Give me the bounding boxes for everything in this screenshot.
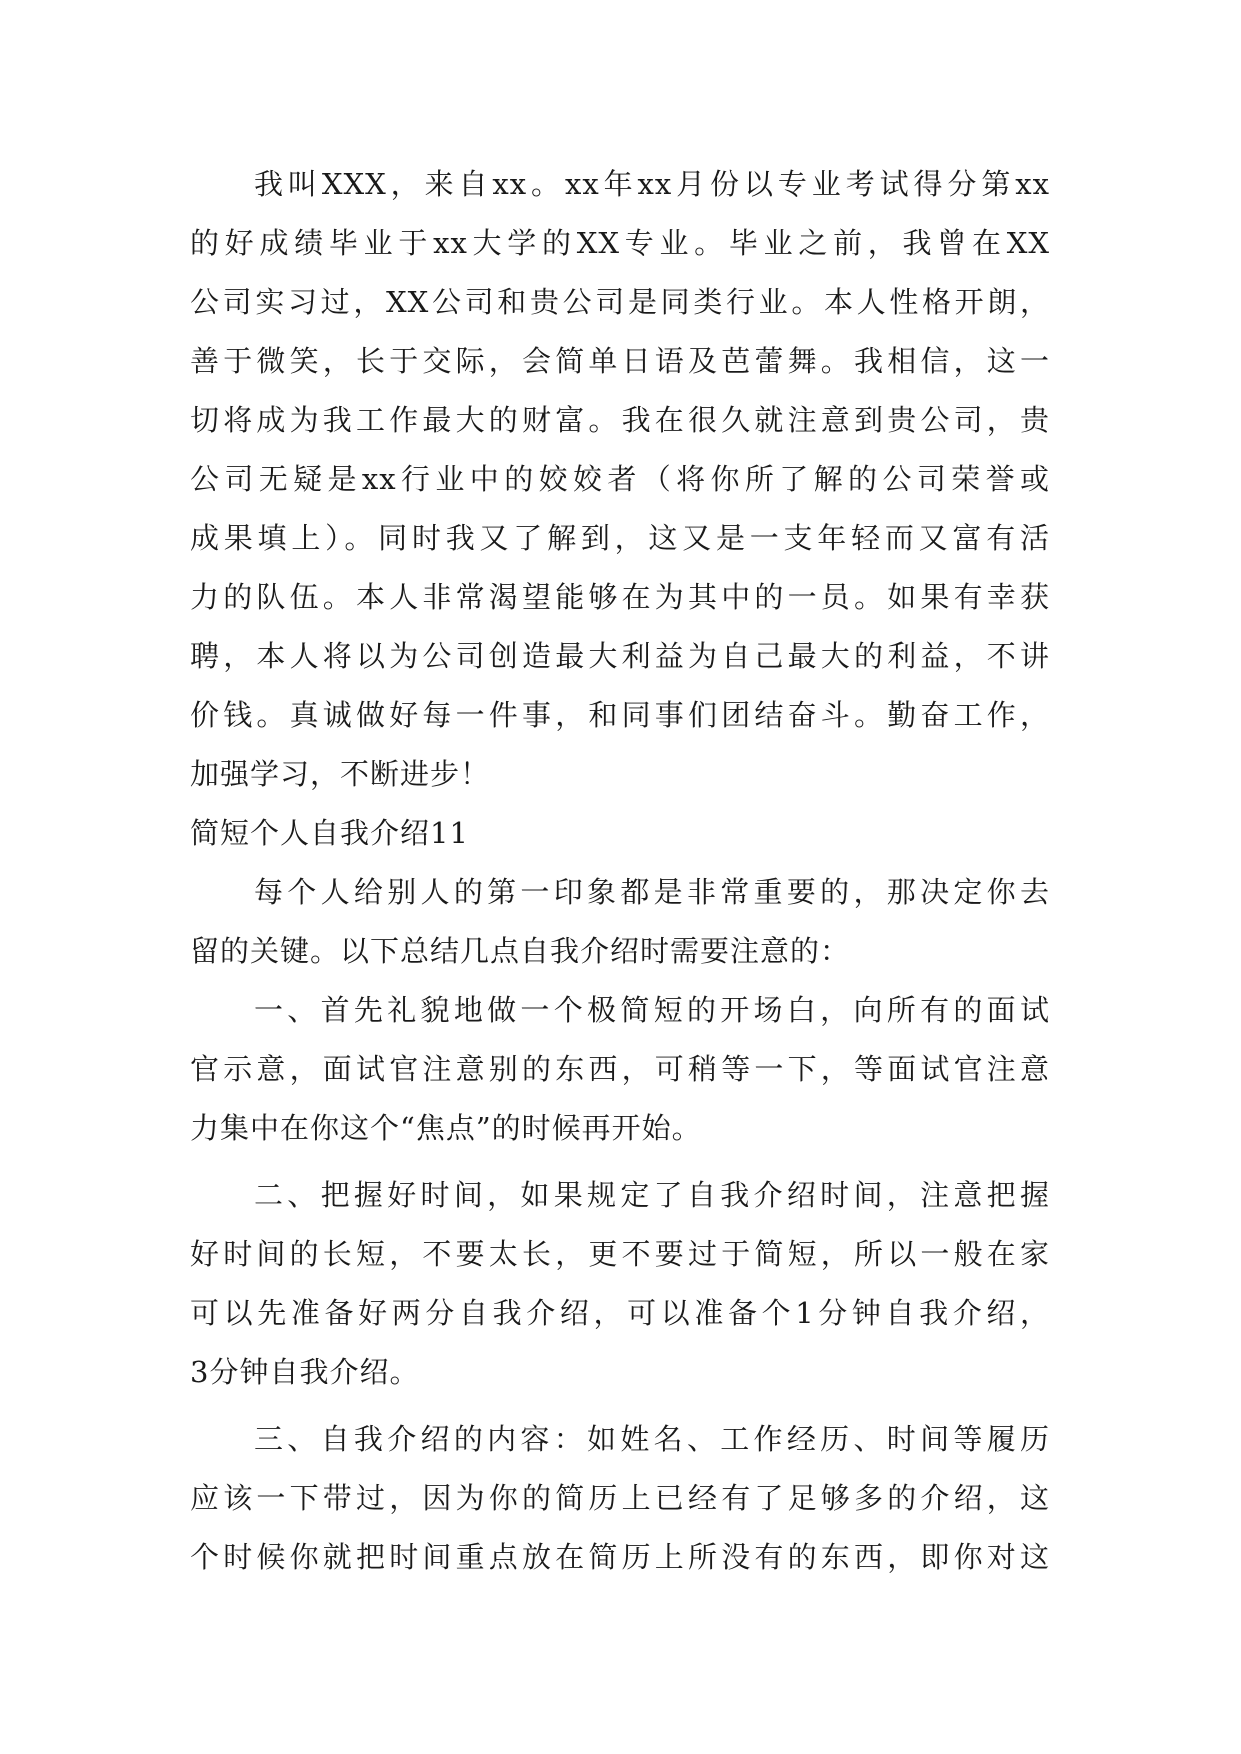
text-line: 官示意，面试官注意别的东西，可稍等一下，等面试官注意 [190,1052,1050,1086]
paragraph-gap [190,1158,1050,1166]
section-heading: 简短个人自我介绍11 [190,816,469,850]
paragraph-point-one [190,981,1050,1158]
paragraph-point-two [190,1166,1050,1402]
text-line: 力集中在你这个“焦点”的时候再开始。 [190,1111,702,1145]
paragraph-point-three [190,1410,1050,1587]
text-line: 我叫XXX，来自xx。xx年xx月份以专业考试得分第xx [254,167,1050,201]
text-line: 切将成为我工作最大的财富。我在很久就注意到贵公司，贵 [190,403,1050,437]
text-line: 一、首先礼貌地做一个极简短的开场白，向所有的面试 [254,993,1050,1027]
text-line: 公司无疑是xx行业中的姣姣者（将你所了解的公司荣誉或 [190,462,1050,496]
paragraph-first-impression [190,863,1050,981]
paragraph-gap [190,1402,1050,1410]
text-line: 聘，本人将以为公司创造最大利益为自己最大的利益，不讲 [190,639,1050,673]
text-line: 二、把握好时间，如果规定了自我介绍时间，注意把握 [254,1178,1050,1212]
text-line: 应该一下带过，因为你的简历上已经有了足够多的介绍，这 [190,1481,1050,1515]
text-line: 每个人给别人的第一印象都是非常重要的，那决定你去 [254,875,1050,909]
text-line: 3分钟自我介绍。 [190,1355,420,1389]
text-line: 个时候你就把时间重点放在简历上所没有的东西，即你对这 [190,1540,1050,1574]
text-line: 力的队伍。本人非常渴望能够在为其中的一员。如果有幸获 [190,580,1050,614]
text-line: 三、自我介绍的内容：如姓名、工作经历、时间等履历 [254,1422,1050,1456]
text-line: 成果填上）。同时我又了解到，这又是一支年轻而又富有活 [190,521,1050,555]
text-line: 的好成绩毕业于xx大学的XX专业。毕业之前，我曾在XX [190,226,1050,260]
document-body [190,155,1050,1587]
text-line: 加强学习，不断进步！ [190,757,491,791]
text-line: 可以先准备好两分自我介绍，可以准备个1分钟自我介绍， [190,1296,1050,1330]
text-line: 好时间的长短，不要太长，更不要过于简短，所以一般在家 [190,1237,1050,1271]
paragraph-intro [190,155,1050,804]
text-line: 价钱。真诚做好每一件事，和同事们团结奋斗。勤奋工作， [190,698,1050,732]
text-line: 留的关键。以下总结几点自我介绍时需要注意的： [190,934,851,968]
text-line: 公司实习过，XX公司和贵公司是同类行业。本人性格开朗， [190,285,1050,319]
text-line: 善于微笑，长于交际，会简单日语及芭蕾舞。我相信，这一 [190,344,1050,378]
